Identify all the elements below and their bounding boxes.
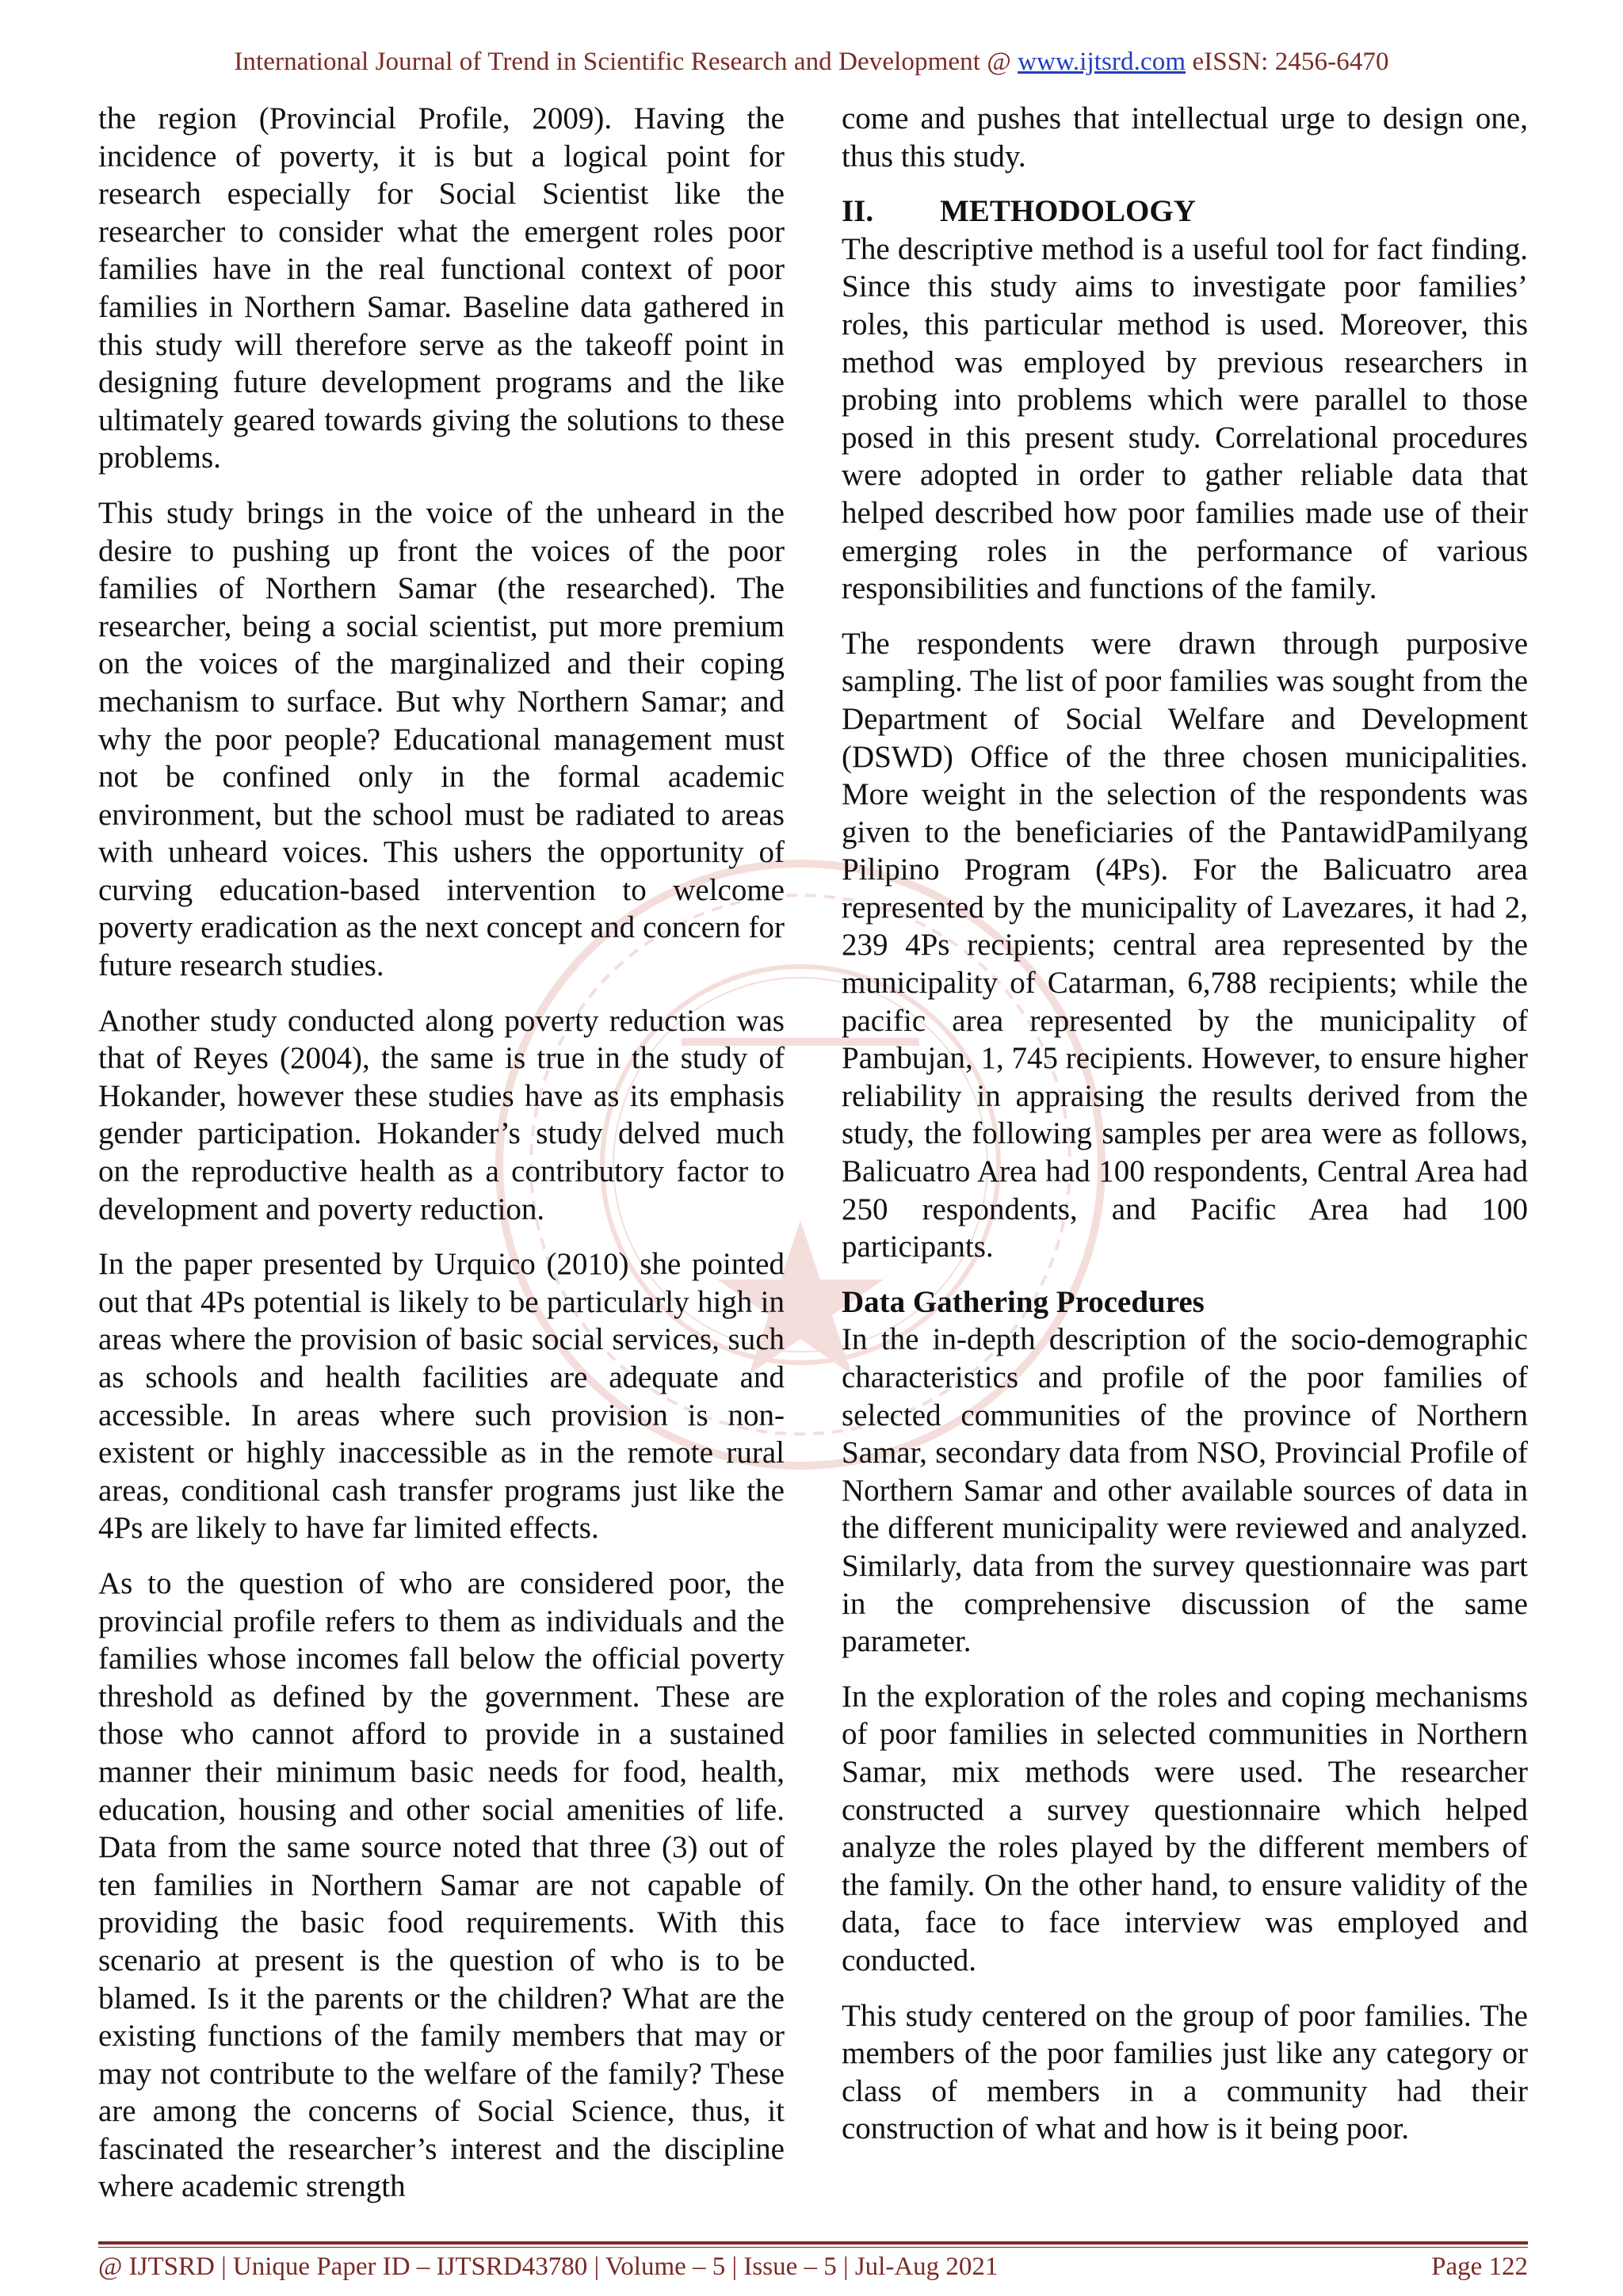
eissn: eISSN: 2456-6470: [1186, 48, 1389, 76]
body-paragraph: In the exploration of the roles and coping mechanisms of poor families in selected communities in Northern Samar, mix methods were used. The researcher constructed a survey questionnaire which helped analyze the roles played by the different members of the family. On the other hand, to ensure validity of the data, face to face interview was employed and conducted.: [842, 1679, 1528, 1978]
section-number: II.: [842, 194, 874, 229]
running-footer: [98, 2252, 1528, 2282]
footer-divider-thin: [98, 2247, 1528, 2248]
footer-divider: [98, 2241, 1528, 2245]
running-header: [0, 48, 1623, 77]
body-paragraph: In the paper presented by Urquico (2010) she pointed out that 4Ps potential is likely to be particularly high in areas where the provision of basic social services, such as schools and health facilities are adequate and accessible. In areas where such provision is non-existent or highly inaccessible as in the remote rural areas, conditional cash transfer programs just like the 4Ps are likely to have far limited effects.: [98, 1247, 785, 1546]
body-paragraph: This study centered on the group of poor families. The members of the poor families just like any category or class of members in a community had their construction of what and how is it being poor.: [842, 1998, 1528, 2146]
subheading-data-gathering: Data Gathering Procedures: [842, 1284, 1205, 1319]
body-paragraph: The respondents were drawn through purposive sampling. The list of poor families was sought from the Department of Social Welfare and Development (DSWD) Office of the three chosen municipalities. More weight in the selection of the respondents was given to the beneficiaries of the PantawidPamilyang Pilipino Program (4Ps). For the Balicuatro area represented by the municipality of Lavezares, it had 2, 239 4Ps recipients; central area represented by the municipality of Catarman, 6,788 recipients; while the pacific area represented by the municipality of Pambujan, 1, 745 recipients. However, to ensure higher reliability in appraising the results derived from the study, the following samples per area were as follows, Balicuatro Area had 100 respondents, Central Area had 250 respondents, and Pacific Area had 100 participants.: [842, 626, 1528, 1264]
body-paragraph: This study brings in the voice of the unheard in the desire to pushing up front the voices of the poor families of Northern Samar (the researched). The researcher, being a social scientist, put more premium on the voices of the marginalized and their coping mechanism to surface. But why Northern Samar; and why the poor people? Educational management must not be confined only in the formal academic environment, but the school must be radiated to areas with unheard voices. This ushers the opportunity of curving education-based intervention to welcome poverty eradication as the next concept and concern for future research studies.: [98, 495, 785, 983]
body-paragraph: The descriptive method is a useful tool for fact finding. Since this study aims to investigate poor families’ roles, this particular method is used. Moreover, this method was employed by previous researchers in probing into problems which were parallel to those posed in this present study. Correlational procedures were adopted in order to gather reliable data that helped described how poor families made use of their emerging roles in the performance of various responsibilities and functions of the family.: [842, 231, 1528, 606]
section-title: METHODOLOGY: [940, 194, 1196, 229]
right-column: [842, 100, 1528, 2165]
section-heading-methodology: [842, 193, 1528, 231]
body-paragraph: Another study conducted along poverty reduction was that of Reyes (2004), the same is true in the study of Hokander, however these studies have as its emphasis gender participation. Hokander’s study delved much on the reproductive health as a contributory factor to development and poverty reduction.: [98, 1003, 785, 1226]
journal-url-link[interactable]: www.ijtsrd.com: [1018, 48, 1186, 76]
left-column: [98, 100, 785, 2223]
page-number: Page 122: [1431, 2252, 1528, 2281]
footer-paper-info: @ IJTSRD | Unique Paper ID – IJTSRD43780 | Volume – 5 | Issue – 5 | Jul-Aug 2021: [98, 2252, 999, 2281]
body-paragraph: As to the question of who are considered poor, the provincial profile refers to them as individuals and the families whose incomes fall below the official poverty threshold as defined by the government. These are those who cannot afford to provide in a sustained manner their minimum basic needs for food, health, education, housing and other social amenities of life. Data from the same source noted that three (3) out of ten families in Northern Samar are not capable of providing the basic food requirements. With this scenario at present is the question of who is to be blamed. Is it the parents or the children? What are the existing functions of the family members that may or may not contribute to the welfare of the family? These are among the concerns of Social Science, thus, it fascinated the researcher’s interest and the discipline where academic strength: [98, 1566, 785, 2204]
body-paragraph: the region (Provincial Profile, 2009). Having the incidence of poverty, it is but a logical point for research especially for Social Scientist like the researcher to consider what the emergent roles poor families have in the real functional context of poor families in Northern Samar. Baseline data gathered in this study will therefore serve as the takeoff point in designing future development programs and the like ultimately geared towards giving the solutions to these problems.: [98, 101, 785, 475]
journal-name: International Journal of Trend in Scientific Research and Development @: [234, 48, 1018, 76]
body-paragraph: come and pushes that intellectual urge to design one, thus this study.: [842, 101, 1528, 174]
body-paragraph: In the in-depth description of the socio-demographic characteristics and profile of the poor families of selected communities of the province of Northern Samar, secondary data from NSO, Provincial Profile of Northern Samar and other available sources of data in the different municipality were reviewed and analyzed. Similarly, data from the survey questionnaire was part in the comprehensive discussion of the same parameter.: [842, 1322, 1528, 1659]
